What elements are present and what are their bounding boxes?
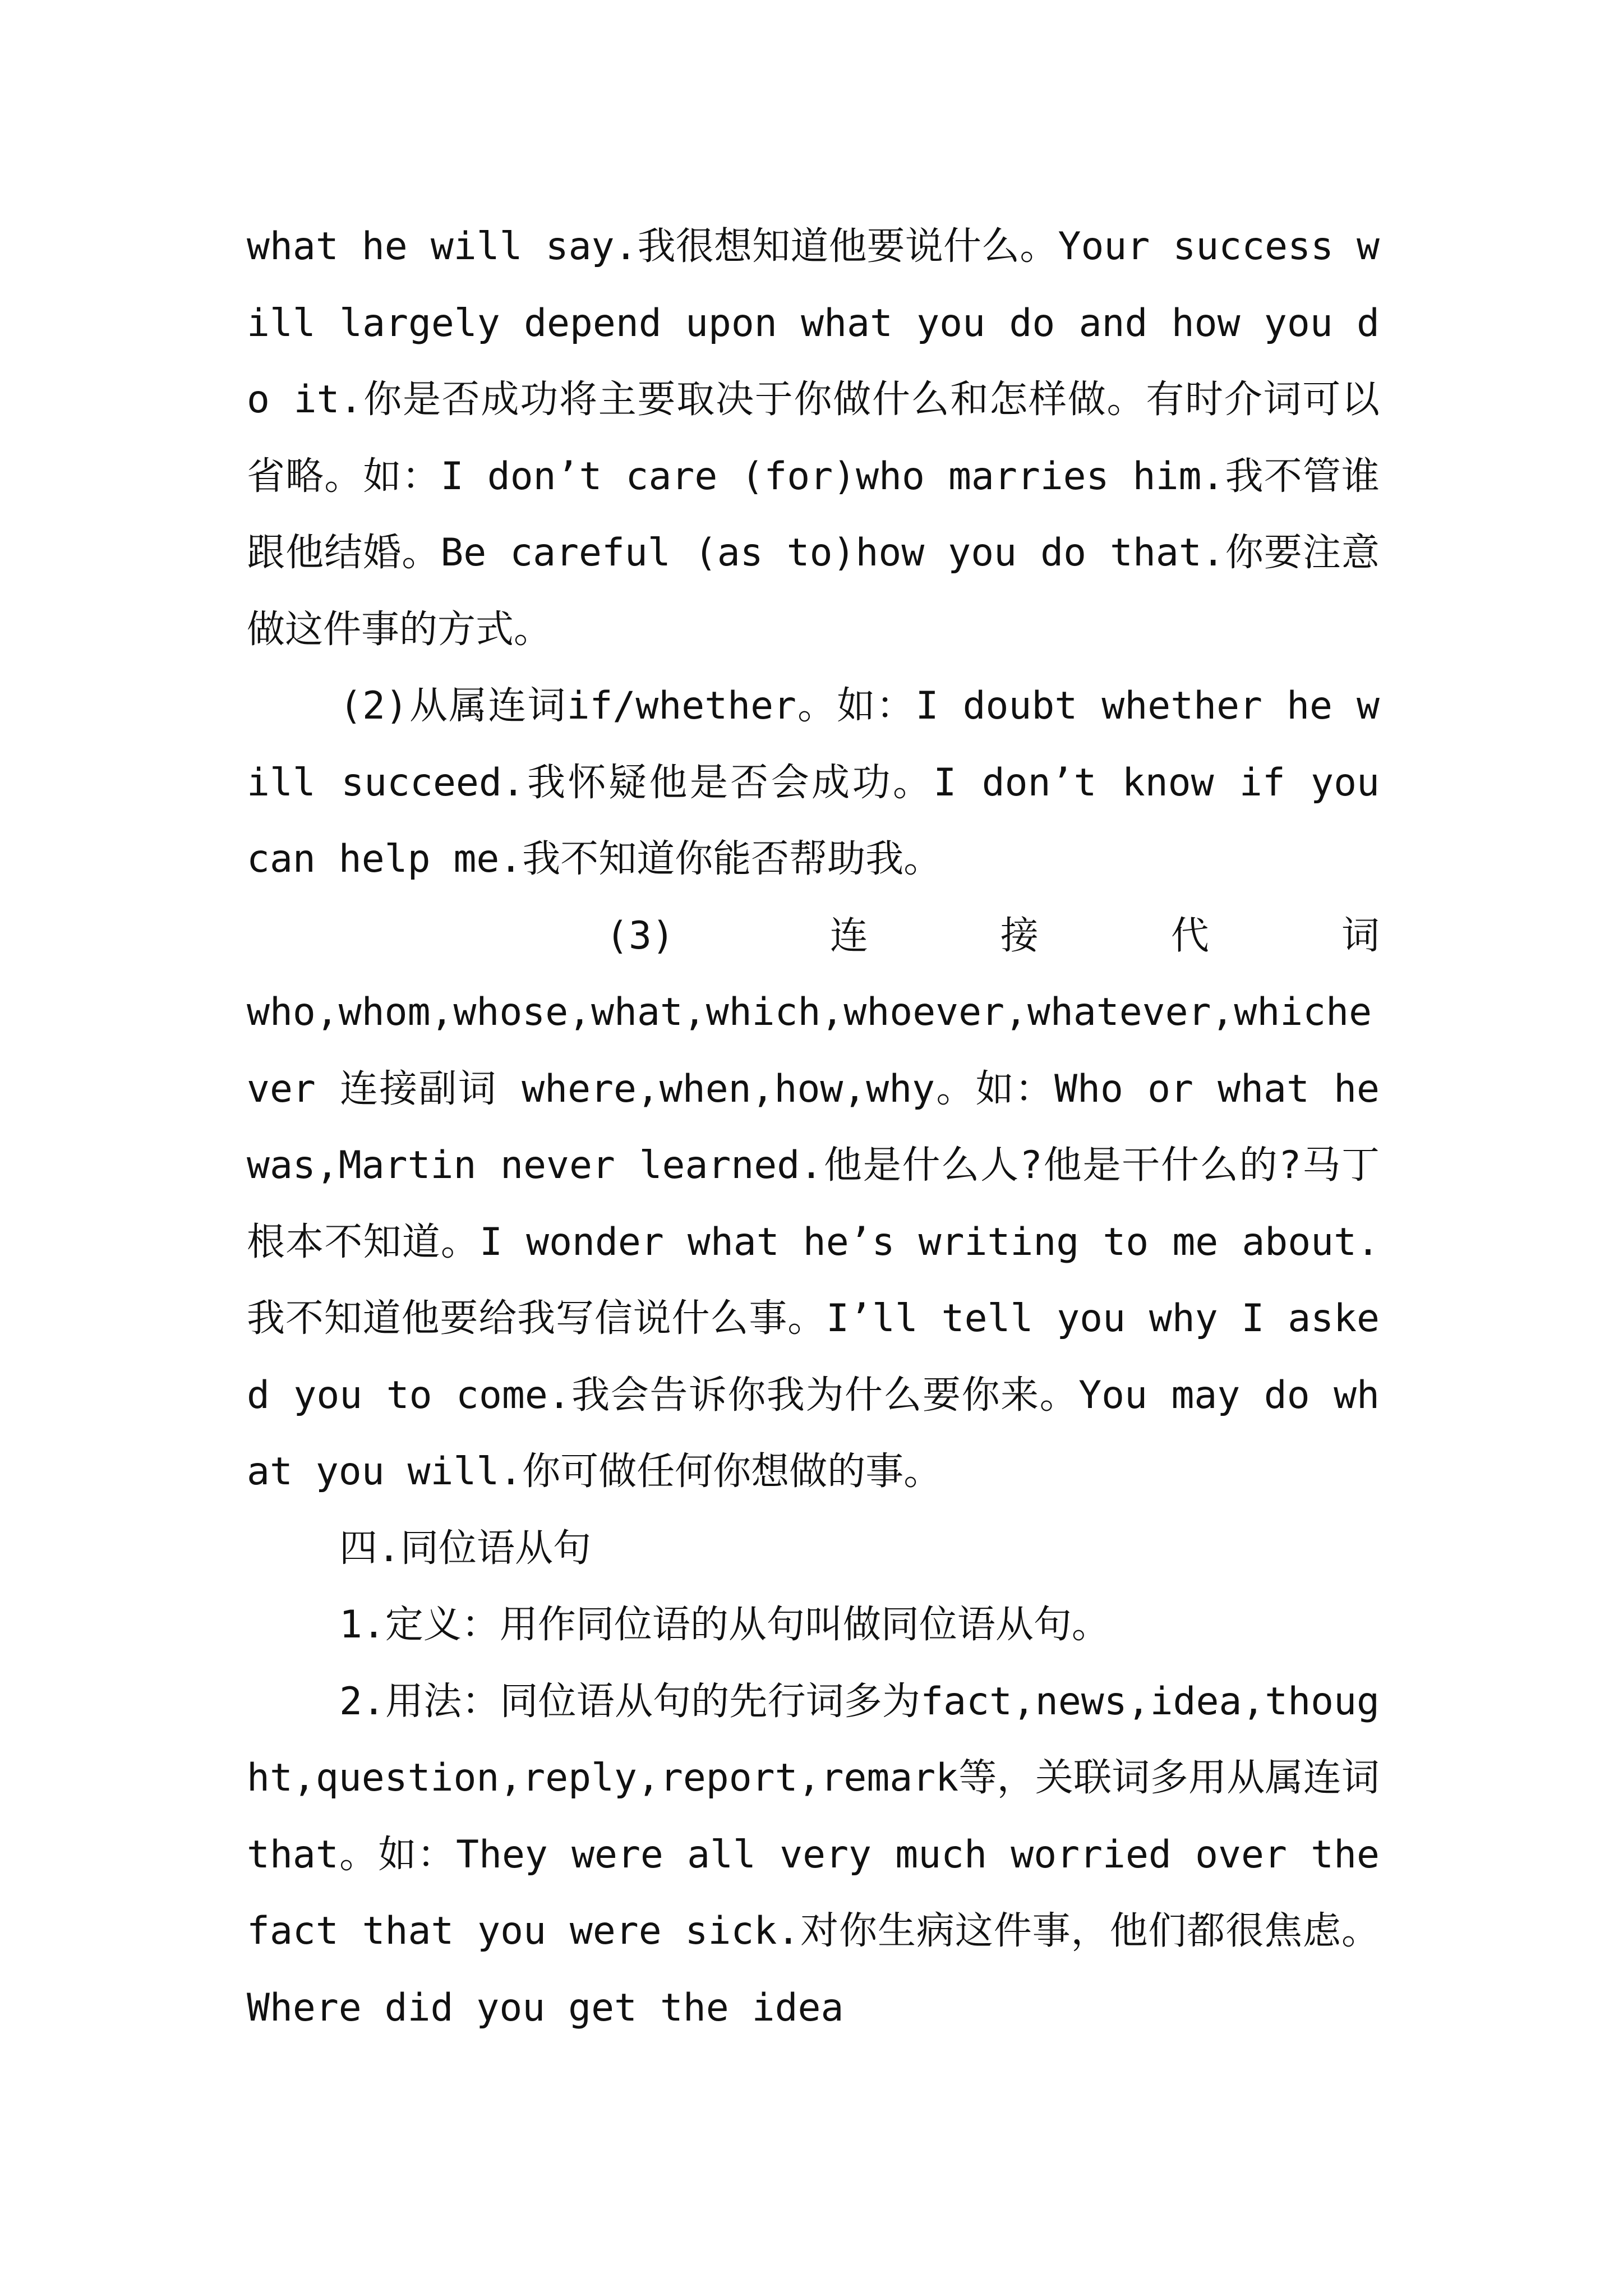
body-text: [247, 209, 1380, 2046]
section-heading-appositive-clause: 四.同位语从句: [339, 1526, 591, 1571]
paragraph-noun-clause-examples: what he will say.我很想知道他要说什么。Your success will largely depend upon what you do and how you do it.你是否成功将主要取决于你做什么和怎样做。有时介词可以省略。如：I don’t care (for)who marries him.我不管谁跟他结婚。Be careful (as to)how you do that.你要注意做这件事的方式。: [247, 224, 1380, 652]
paragraph-definition: 1.定义：用作同位语的从句叫做同位语从句。: [339, 1603, 1110, 1647]
paragraph-subordinating-conjunctions: (2)从属连词if/whether。如：I doubt whether he will succeed.我怀疑他是否会成功。I don’t know if you can help me.我不知道你能否帮助我。: [247, 684, 1380, 881]
paragraph-connective-pronouns-heading: (3) 连接代词: [606, 913, 1380, 958]
paragraph-usage: 2.用法：同位语从句的先行词多为fact,news,idea,thought,question,reply,report,remark等，关联词多用从属连词that。如：They were all very much worried over the fact that you were sick.对你生病这件事，他们都很焦虑。Where did you get the idea: [247, 1679, 1380, 2030]
paragraph-connective-words-examples: who,whom,whose,what,which,whoever,whatever,whichever 连接副词 where,when,how,why。如：Who or what he was,Martin never learned.他是什么人?他是干什么的?马丁根本不知道。I wonder what he’s writing to me about.我不知道他要给我写信说什么事。I’ll tell you why I asked you to come.我会告诉你我为什么要你来。You may do what you will.你可做任何你想做的事。: [247, 990, 1380, 1494]
